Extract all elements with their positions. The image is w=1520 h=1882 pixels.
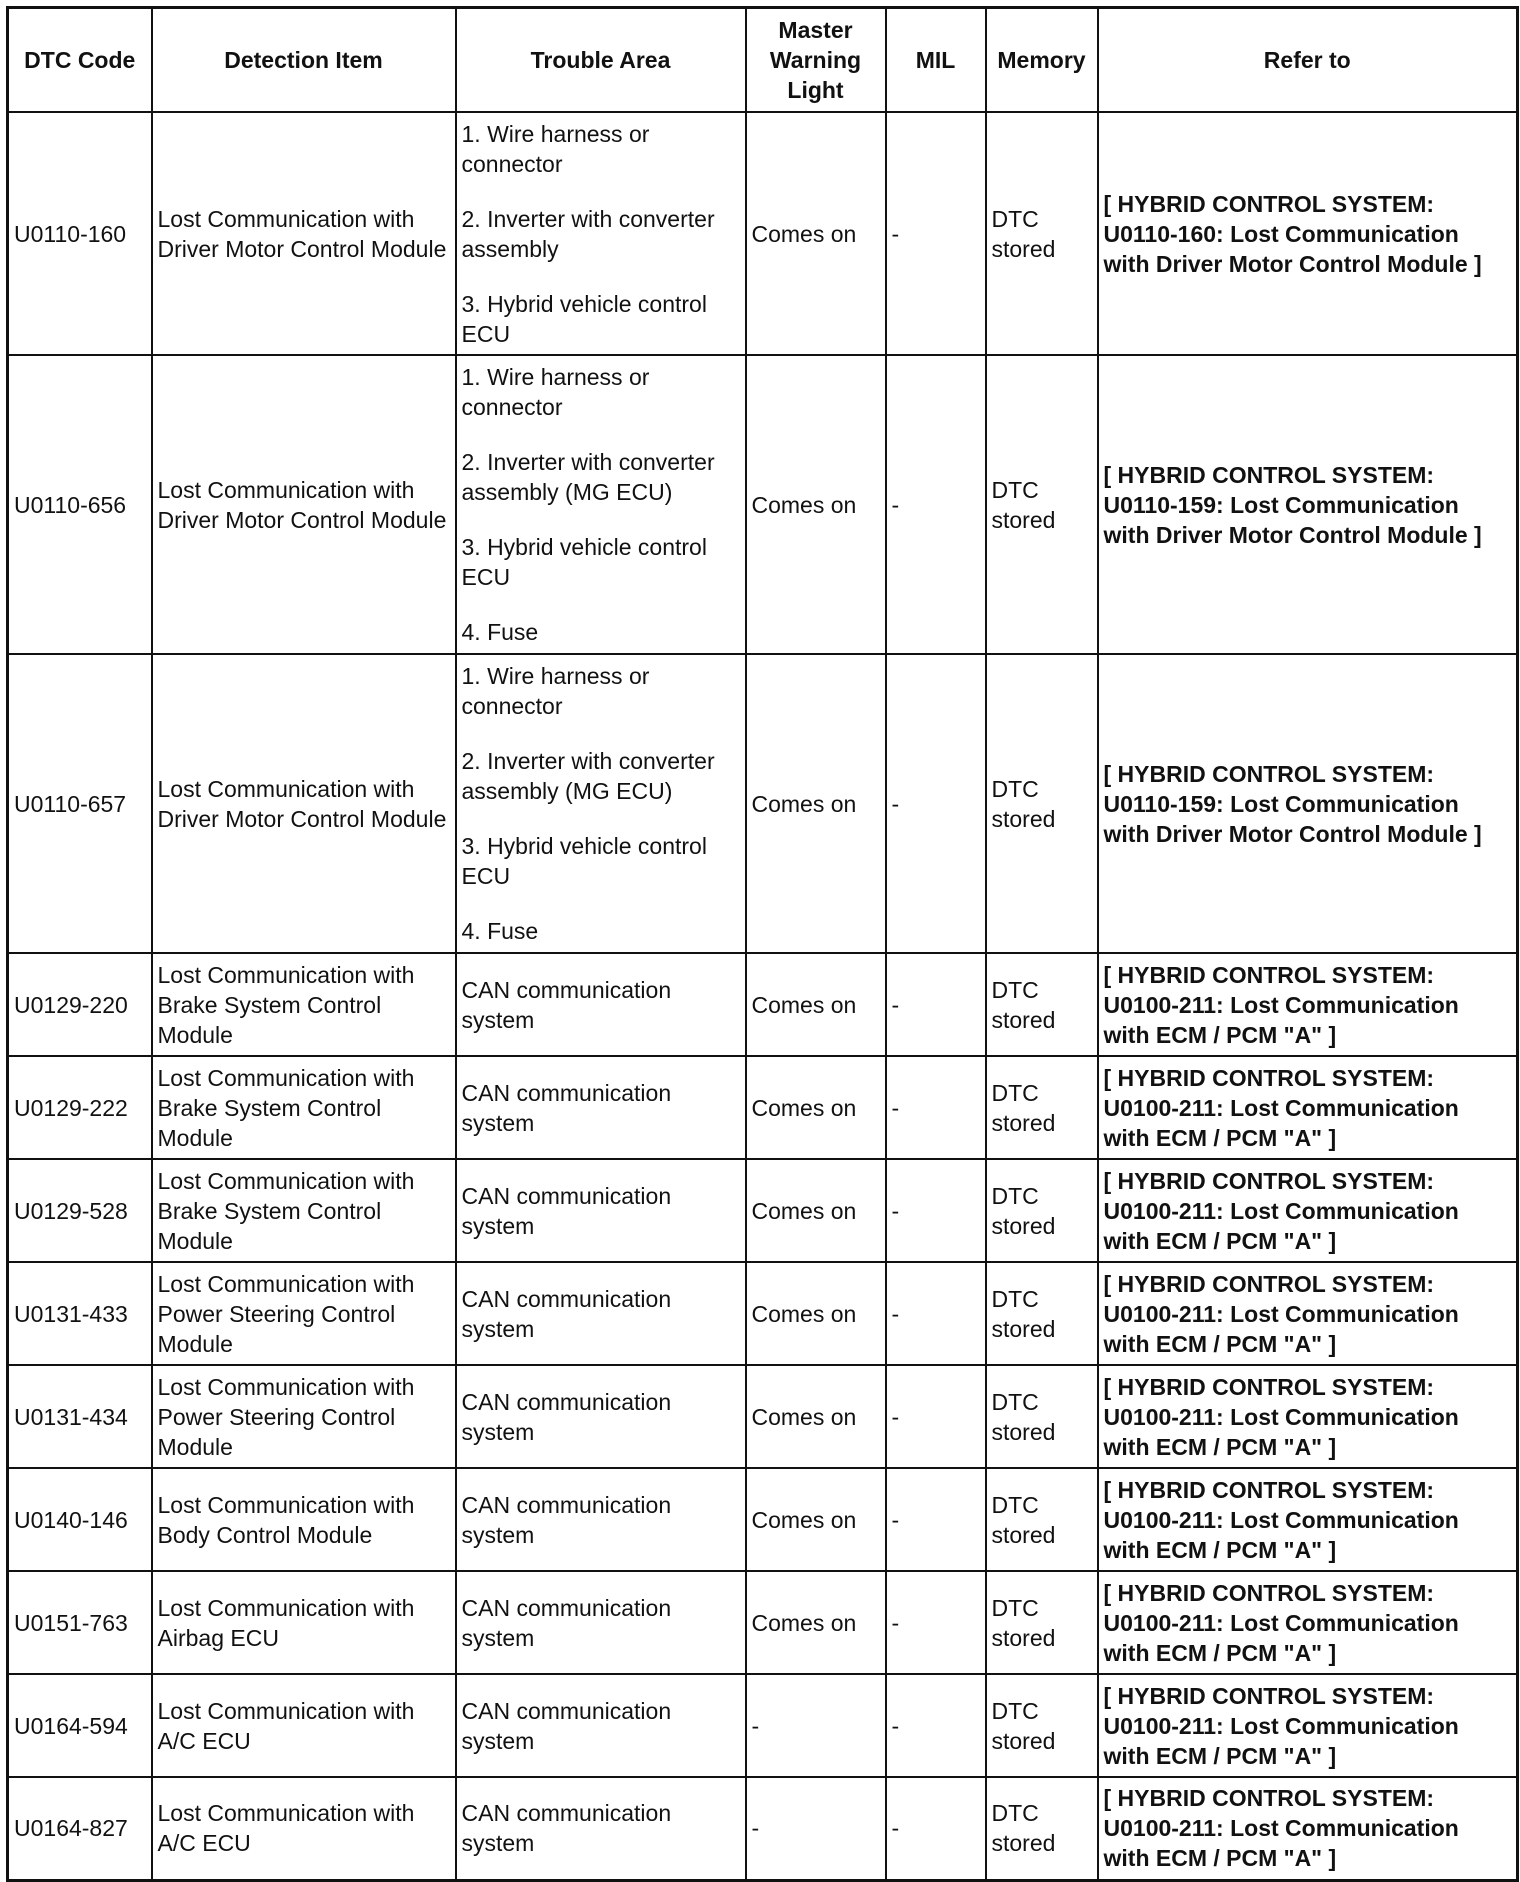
trouble-area-item: 2. Inverter with converter assembly <box>461 205 715 262</box>
refer-to-cell: [ HYBRID CONTROL SYSTEM: U0110-159: Lost Communication with Driver Motor Control Module ] <box>1098 355 1518 654</box>
dtc-table-body <box>8 112 1518 1880</box>
table-row <box>8 1365 1518 1468</box>
mil-cell: - <box>886 1159 986 1262</box>
refer-to-cell: [ HYBRID CONTROL SYSTEM: U0100-211: Lost Communication with ECM / PCM "A" ] <box>1098 1159 1518 1262</box>
dtc-code-cell: U0110-656 <box>8 355 152 654</box>
dtc-code-cell: U0129-220 <box>8 953 152 1056</box>
master-warning-light-cell: Comes on <box>746 355 886 654</box>
detection-item-cell: Lost Communication with Brake System Control Module <box>152 953 456 1056</box>
dtc-code-cell: U0131-434 <box>8 1365 152 1468</box>
trouble-area-cell <box>456 953 746 1056</box>
trouble-area-item: 1. Wire harness or connector <box>461 663 650 719</box>
trouble-area-item: 1. Wire harness or connector <box>461 364 650 420</box>
mil-cell: - <box>886 355 986 654</box>
trouble-area-item: CAN communication system <box>461 976 672 1033</box>
trouble-area-item: 3. Hybrid vehicle control ECU <box>461 290 707 347</box>
trouble-area-item: CAN communication system <box>461 1388 672 1445</box>
detection-item-cell: Lost Communication with Driver Motor Control Module <box>152 654 456 953</box>
dtc-code-cell: U0164-827 <box>8 1777 152 1880</box>
mil-cell: - <box>886 1365 986 1468</box>
detection-item-cell: Lost Communication with Driver Motor Control Module <box>152 355 456 654</box>
mil-cell: - <box>886 1777 986 1880</box>
trouble-area-item: 2. Inverter with converter assembly (MG ECU) <box>461 748 715 804</box>
trouble-area-item: CAN communication system <box>461 1697 672 1754</box>
master-warning-light-cell: Comes on <box>746 1159 886 1262</box>
master-warning-light-cell: Comes on <box>746 654 886 953</box>
refer-to-cell: [ HYBRID CONTROL SYSTEM: U0100-211: Lost Communication with ECM / PCM "A" ] <box>1098 1674 1518 1777</box>
trouble-area-item: 3. Hybrid vehicle control ECU <box>461 833 707 889</box>
detection-item-cell: Lost Communication with Power Steering Control Module <box>152 1262 456 1365</box>
table-row <box>8 355 1518 654</box>
master-warning-light-cell: Comes on <box>746 953 886 1056</box>
memory-cell: DTC stored <box>986 1674 1098 1777</box>
refer-to-cell: [ HYBRID CONTROL SYSTEM: U0100-211: Lost Communication with ECM / PCM "A" ] <box>1098 1262 1518 1365</box>
table-row <box>8 953 1518 1056</box>
dtc-code-cell: U0131-433 <box>8 1262 152 1365</box>
trouble-area-cell <box>456 355 746 654</box>
header-memory: Memory <box>986 8 1098 113</box>
dtc-table-container <box>6 6 1519 1882</box>
trouble-area-item: CAN communication system <box>461 1800 672 1857</box>
master-warning-light-cell: Comes on <box>746 1571 886 1674</box>
memory-cell: DTC stored <box>986 654 1098 953</box>
trouble-area-item: CAN communication system <box>461 1079 672 1136</box>
memory-cell: DTC stored <box>986 953 1098 1056</box>
trouble-area-cell <box>456 1056 746 1159</box>
mil-cell: - <box>886 654 986 953</box>
header-detection-item: Detection Item <box>152 8 456 113</box>
table-row <box>8 112 1518 355</box>
dtc-code-cell: U0129-528 <box>8 1159 152 1262</box>
mil-cell: - <box>886 1468 986 1571</box>
master-warning-light-cell: Comes on <box>746 112 886 355</box>
refer-to-cell: [ HYBRID CONTROL SYSTEM: U0100-211: Lost Communication with ECM / PCM "A" ] <box>1098 1365 1518 1468</box>
master-warning-light-cell: Comes on <box>746 1365 886 1468</box>
trouble-area-item: CAN communication system <box>461 1491 672 1548</box>
table-row <box>8 1159 1518 1262</box>
header-dtc-code: DTC Code <box>8 8 152 113</box>
dtc-code-cell: U0164-594 <box>8 1674 152 1777</box>
detection-item-cell: Lost Communication with Airbag ECU <box>152 1571 456 1674</box>
trouble-area-cell <box>456 112 746 355</box>
trouble-area-cell <box>456 1159 746 1262</box>
table-row <box>8 1571 1518 1674</box>
refer-to-cell: [ HYBRID CONTROL SYSTEM: U0100-211: Lost Communication with ECM / PCM "A" ] <box>1098 953 1518 1056</box>
table-row <box>8 654 1518 953</box>
trouble-area-item: 2. Inverter with converter assembly (MG ECU) <box>461 449 715 505</box>
master-warning-light-cell: Comes on <box>746 1056 886 1159</box>
dtc-code-cell: U0151-763 <box>8 1571 152 1674</box>
header-trouble-area: Trouble Area <box>456 8 746 113</box>
trouble-area-cell <box>456 1777 746 1880</box>
trouble-area-item: 4. Fuse <box>461 619 539 645</box>
trouble-area-cell <box>456 654 746 953</box>
detection-item-cell: Lost Communication with Brake System Control Module <box>152 1056 456 1159</box>
memory-cell: DTC stored <box>986 1056 1098 1159</box>
detection-item-cell: Lost Communication with Driver Motor Control Module <box>152 112 456 355</box>
trouble-area-item: 3. Hybrid vehicle control ECU <box>461 534 707 590</box>
master-warning-light-cell: - <box>746 1674 886 1777</box>
trouble-area-cell <box>456 1571 746 1674</box>
trouble-area-item: 4. Fuse <box>461 918 539 944</box>
table-row <box>8 1777 1518 1880</box>
memory-cell: DTC stored <box>986 1468 1098 1571</box>
mil-cell: - <box>886 1571 986 1674</box>
mil-cell: - <box>886 953 986 1056</box>
memory-cell: DTC stored <box>986 1159 1098 1262</box>
trouble-area-item: CAN communication system <box>461 1285 672 1342</box>
mil-cell: - <box>886 1674 986 1777</box>
refer-to-cell: [ HYBRID CONTROL SYSTEM: U0110-160: Lost Communication with Driver Motor Control Module ] <box>1098 112 1518 355</box>
dtc-code-cell: U0110-657 <box>8 654 152 953</box>
dtc-table <box>6 6 1519 1882</box>
detection-item-cell: Lost Communication with A/C ECU <box>152 1674 456 1777</box>
trouble-area-cell <box>456 1674 746 1777</box>
dtc-code-cell: U0140-146 <box>8 1468 152 1571</box>
table-row <box>8 1262 1518 1365</box>
memory-cell: DTC stored <box>986 112 1098 355</box>
trouble-area-cell <box>456 1262 746 1365</box>
dtc-code-cell: U0129-222 <box>8 1056 152 1159</box>
refer-to-cell: [ HYBRID CONTROL SYSTEM: U0100-211: Lost Communication with ECM / PCM "A" ] <box>1098 1056 1518 1159</box>
header-row <box>8 8 1518 113</box>
detection-item-cell: Lost Communication with Power Steering Control Module <box>152 1365 456 1468</box>
header-refer-to: Refer to <box>1098 8 1518 113</box>
dtc-code-cell: U0110-160 <box>8 112 152 355</box>
refer-to-cell: [ HYBRID CONTROL SYSTEM: U0100-211: Lost Communication with ECM / PCM "A" ] <box>1098 1571 1518 1674</box>
master-warning-light-cell: - <box>746 1777 886 1880</box>
trouble-area-cell <box>456 1365 746 1468</box>
detection-item-cell: Lost Communication with A/C ECU <box>152 1777 456 1880</box>
refer-to-cell: [ HYBRID CONTROL SYSTEM: U0100-211: Lost Communication with ECM / PCM "A" ] <box>1098 1777 1518 1880</box>
master-warning-light-cell: Comes on <box>746 1262 886 1365</box>
trouble-area-item: CAN communication system <box>461 1594 672 1651</box>
memory-cell: DTC stored <box>986 1365 1098 1468</box>
trouble-area-item: 1. Wire harness or connector <box>461 120 650 177</box>
mil-cell: - <box>886 1056 986 1159</box>
table-row <box>8 1056 1518 1159</box>
memory-cell: DTC stored <box>986 1777 1098 1880</box>
trouble-area-item: CAN communication system <box>461 1182 672 1239</box>
refer-to-cell: [ HYBRID CONTROL SYSTEM: U0110-159: Lost Communication with Driver Motor Control Module ] <box>1098 654 1518 953</box>
memory-cell: DTC stored <box>986 1571 1098 1674</box>
memory-cell: DTC stored <box>986 1262 1098 1365</box>
header-mil: MIL <box>886 8 986 113</box>
detection-item-cell: Lost Communication with Body Control Module <box>152 1468 456 1571</box>
table-row <box>8 1468 1518 1571</box>
mil-cell: - <box>886 1262 986 1365</box>
master-warning-light-cell: Comes on <box>746 1468 886 1571</box>
trouble-area-cell <box>456 1468 746 1571</box>
table-row <box>8 1674 1518 1777</box>
refer-to-cell: [ HYBRID CONTROL SYSTEM: U0100-211: Lost Communication with ECM / PCM "A" ] <box>1098 1468 1518 1571</box>
memory-cell: DTC stored <box>986 355 1098 654</box>
header-master-warning-light: Master Warning Light <box>746 8 886 113</box>
detection-item-cell: Lost Communication with Brake System Control Module <box>152 1159 456 1262</box>
mil-cell: - <box>886 112 986 355</box>
